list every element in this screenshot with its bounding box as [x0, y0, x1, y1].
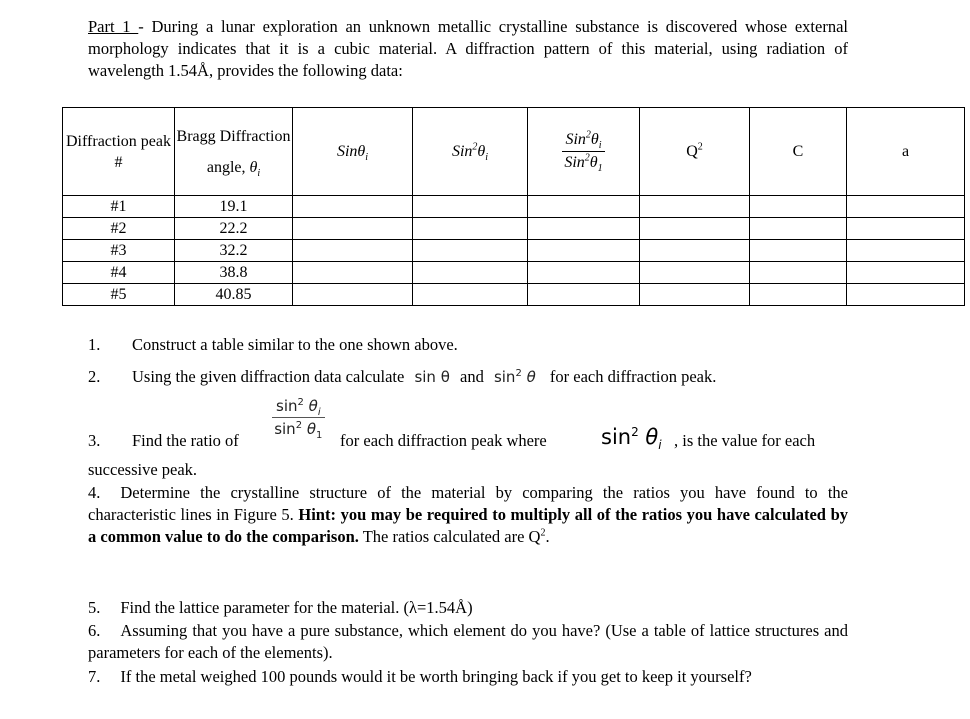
theta-symbol: θ [526, 368, 536, 386]
cell-angle: 32.2 [175, 240, 293, 262]
cell-empty [640, 196, 750, 218]
q2-text-a: Using the given diffraction data calculate [132, 367, 405, 386]
q4-text-b: The ratios calculated are Q [358, 527, 541, 546]
sup-2: 2 [631, 425, 639, 439]
header-bragg [175, 108, 293, 196]
theta-symbol: θ [308, 397, 318, 415]
q3-text-c: , is the value for each [674, 431, 816, 450]
table-row [63, 284, 965, 306]
question-6 [88, 620, 848, 664]
header-a: a [847, 108, 965, 196]
question-number: 3. [88, 431, 101, 450]
sup-2: 2 [584, 152, 590, 164]
sin2-label: sin [493, 368, 516, 386]
cell-empty [528, 240, 640, 262]
theta-symbol: θ [306, 420, 317, 438]
sup-2: 2 [697, 141, 703, 153]
diffraction-table [62, 107, 965, 306]
q4-text-a: Determine the crystalline structure of the material by comparing the ratios you have found to the characteristic lines in Figure 5. [88, 483, 848, 524]
ratio-num-label: sin [276, 397, 298, 415]
theta-symbol: θ [249, 158, 258, 176]
question-number: 6. [88, 621, 101, 640]
cell-empty [293, 218, 413, 240]
cell-empty [413, 218, 528, 240]
sub-i: i [485, 152, 489, 164]
question-number: 5. [88, 598, 101, 617]
header-sin2-ratio [528, 108, 640, 196]
sup-2: 2 [585, 129, 591, 141]
sup-2: 2 [297, 397, 304, 408]
q3-text-b: for each diffraction peak where [340, 431, 547, 450]
sub-i: i [257, 167, 261, 179]
cell-empty [413, 284, 528, 306]
sin2-theta-i-formula [601, 425, 662, 453]
ratio-den-label: Sin [564, 154, 585, 171]
cell-empty [750, 240, 847, 262]
question-number: 7. [88, 667, 101, 686]
header-bragg-label: Bragg Diffraction [176, 127, 291, 145]
cell-empty [413, 240, 528, 262]
table-row [63, 262, 965, 284]
sub-i: i [317, 407, 321, 418]
cell-empty [847, 284, 965, 306]
cell-empty [640, 262, 750, 284]
cell-empty [528, 196, 640, 218]
question-4 [88, 482, 848, 548]
cell-empty [413, 196, 528, 218]
sin2-ratio-fraction [562, 129, 604, 174]
sin2-ratio-formula [272, 395, 325, 440]
sin-big-label: sin [601, 425, 632, 449]
cell-angle: 22.2 [175, 218, 293, 240]
table-row [63, 196, 965, 218]
sub-1: 1 [597, 163, 603, 175]
question-number: 4. [88, 483, 101, 502]
cell-empty [528, 284, 640, 306]
question-7 [88, 666, 848, 688]
question-number: 2. [88, 367, 101, 386]
cell-empty [293, 240, 413, 262]
cell-empty [847, 196, 965, 218]
sup-2: 2 [295, 420, 303, 431]
q2-and: and [460, 367, 484, 386]
sup-2: 2 [540, 527, 546, 539]
cell-empty [750, 196, 847, 218]
theta-symbol: θ [645, 425, 659, 449]
q4-hint: Hint: you may be required to multiply all of the ratios you have calculated by a common value to do the comparison. [88, 505, 848, 546]
question-number: 1. [88, 335, 101, 354]
theta-symbol: θ [590, 131, 599, 148]
cell-empty [640, 240, 750, 262]
sin-theta-formula: sin θ [414, 368, 450, 386]
question-text: Construct a table similar to the one shown above. [132, 335, 458, 354]
sub-1: 1 [316, 430, 323, 441]
ratio-den-label: sin [274, 420, 296, 438]
header-sin-theta [293, 108, 413, 196]
q4-text-c: . [545, 527, 550, 546]
theta-symbol: θ [477, 143, 486, 160]
intro-paragraph [88, 16, 848, 82]
header-sin2-theta [413, 108, 528, 196]
sub-i: i [598, 140, 602, 152]
ratio-num-label: Sin [565, 131, 586, 148]
question-text: Find the ratio of [132, 431, 239, 450]
cell-peak: #4 [63, 262, 175, 284]
table-header-row [63, 108, 965, 196]
header-q-label: Q [686, 143, 698, 160]
cell-empty [750, 262, 847, 284]
cell-angle: 38.8 [175, 262, 293, 284]
sub-i: i [658, 438, 662, 453]
cell-empty [293, 262, 413, 284]
cell-angle: 19.1 [175, 196, 293, 218]
table-row [63, 218, 965, 240]
header-q2 [640, 108, 750, 196]
theta-symbol: θ [589, 154, 598, 171]
question-text: Find the lattice parameter for the material. (λ=1.54Å) [120, 598, 473, 617]
cell-empty [847, 240, 965, 262]
cell-peak: #1 [63, 196, 175, 218]
cell-empty [528, 218, 640, 240]
question-text: If the metal weighed 100 pounds would it be worth bringing back if you get to keep it yourself? [120, 667, 752, 686]
cell-angle: 40.85 [175, 284, 293, 306]
question-5 [88, 597, 848, 619]
sup-2: 2 [515, 368, 522, 379]
q3-continuation: successive peak. [88, 460, 198, 479]
theta-symbol: θ [357, 143, 366, 160]
header-sin2-label: Sin [451, 143, 473, 160]
question-text: Assuming that you have a pure substance, which element do you have? (Use a table of lattice structures and parameters for each of the elements). [88, 621, 848, 662]
cell-empty [847, 262, 965, 284]
intro-text: - During a lunar exploration an unknown metallic crystalline substance is discovered whose external morphology indicates that it is a cubic material. A diffraction pattern of this material, using radiation of wavelength 1.54Å, provides the following data: [88, 17, 848, 80]
part-label: Part 1 [88, 17, 139, 36]
cell-empty [293, 196, 413, 218]
header-c: C [750, 108, 847, 196]
cell-empty [640, 284, 750, 306]
cell-empty [293, 284, 413, 306]
cell-empty [528, 262, 640, 284]
cell-peak: #5 [63, 284, 175, 306]
table-row [63, 240, 965, 262]
question-text [132, 366, 716, 388]
cell-empty [750, 284, 847, 306]
header-peak: Diffraction peak # [63, 108, 175, 196]
cell-peak: #3 [63, 240, 175, 262]
cell-peak: #2 [63, 218, 175, 240]
sub-i: i [365, 152, 369, 164]
sup-2: 2 [472, 141, 478, 153]
cell-empty [640, 218, 750, 240]
header-angle-label: angle, [206, 158, 250, 176]
sin2-theta-formula [494, 368, 536, 386]
cell-empty [750, 218, 847, 240]
cell-empty [847, 218, 965, 240]
cell-empty [413, 262, 528, 284]
header-sin-label: Sin [336, 143, 358, 160]
q2-text-b: for each diffraction peak. [549, 367, 717, 386]
